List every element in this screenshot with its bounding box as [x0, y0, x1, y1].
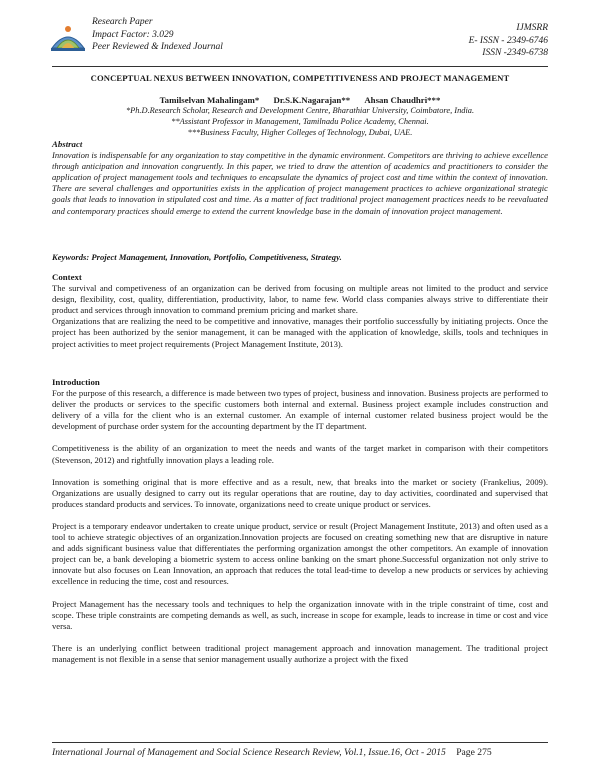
author-1: Tamilselvan Mahalingam* — [159, 95, 260, 105]
journal-info-right — [469, 22, 548, 60]
e-issn: E- ISSN - 2349-6746 — [468, 35, 548, 46]
context-section — [52, 272, 548, 350]
impact-factor: Impact Factor: 3.029 — [92, 29, 174, 40]
context-heading: Context — [52, 272, 82, 282]
paper-title: CONCEPTUAL NEXUS BETWEEN INNOVATION, COMPETITIVENESS AND PROJECT MANAGEMENT — [90, 73, 510, 83]
intro-paragraph-6: There is an underlying conflict between traditional project management approach and innovation management. The traditional project management is not flexible in a sense that senior management usually authorize a project with the fixed — [52, 642, 548, 664]
footer-divider — [52, 742, 548, 743]
journal-info-left — [92, 16, 223, 54]
context-paragraph-1: The survival and competiveness of an organization can be derived from focusing on multiple areas not limited to the product and service design, flexibility, cost, quality, differentiation, productivity, labor, to name few. World class companies always strive to differentiate their product and services through innovation to command premium pricing and market share. — [52, 283, 548, 316]
author-list — [52, 95, 548, 105]
journal-logo-icon — [48, 18, 88, 58]
paper-type: Research Paper — [92, 17, 153, 27]
introduction-heading: Introduction — [52, 377, 100, 387]
journal-abbrev: IJMSRR — [516, 23, 548, 33]
author-2: Dr.S.K.Nagarajan** — [273, 95, 351, 105]
footer-journal-citation: International Journal of Management and Social Science Research Review, Vol.1, Issue.16, Oct - 2015 — [52, 747, 446, 758]
footer-page-label: Page — [456, 747, 475, 758]
intro-paragraph-2: Competitiveness is the ability of an organization to meet the needs and wants of the target market in comparison with their competitors (Stevenson, 2012) and rightfully innovation plays a leading role. — [52, 443, 548, 465]
keywords: Keywords: Project Management, Innovation, Portfolio, Competitiveness, Strategy. — [52, 252, 342, 262]
intro-paragraph-5: Project Management has the necessary tools and techniques to help the organization innovate with in the triple constraint of time, cost and scope. These triple constraints are competing demands as well, as such, increase in scope for example, leads to increase in time or cost and vice versa. — [52, 598, 548, 631]
footer-page-number: 275 — [477, 747, 492, 758]
intro-paragraph-4: Project is a temporary endeavor undertaken to create unique product, service or result (Project Management Institute, 2013) and often used as a tool to achieve strategic objectives of an organization.Innovation projects are focused on creating something new that are disruptive in nature and adds significant business value that differentiates the performing organization amongst the other competitors. An example of innovation project can be, a bank developing a biometric system to access online banking on the smart phone.Successful organization not only strive to innovate but also focuses on Lean Innovation, an approach that reduces the total lead-time to develop a new products or services by achieving excellence in reducing the time, cost and resources. — [52, 520, 548, 587]
abstract-text: Innovation is indispensable for any organization to stay competitive in the dynamic environment. Competitors are thriving to achieve excellence through anticipation and innovation congruently. In this paper, we tried to draw the attention of academics and practitioners to consider the application of project management tools and techniques to encapsulate the dynamics of project cost and time within the context of innovation. There are several challenges and opportunities exists in the application of project management practices to achieve organizational strategic goals that leads to innovation in stipulated cost and time. As a matter of fact traditional project management practices needs to be reevaluated and contemporary practices should emerge to extend the current knowledge base in the domain of innovation project management. — [52, 150, 548, 216]
abstract-section — [52, 139, 548, 217]
affiliation-2: **Assistant Professor in Management, Tamilnadu Police Academy, Chennai. — [171, 117, 429, 126]
intro-paragraph-3: Innovation is something original that is more effective and as a result, new, that breaks into the market or society (Frankelius, 2009). Organizations are usually designed to carry out its regular operations that are routine, day to day activities, coordinated and supervised that produces standard products and services. To innovate, organizations need to create unique product or services. — [52, 476, 548, 509]
introduction-section — [52, 377, 548, 665]
issn: ISSN -2349-6738 — [482, 48, 548, 58]
context-paragraph-2: Organizations that are realizing the need to be competitive and innovative, manages their portfolio successfully by initiating projects. Once the project has been authorized by the senior management, it can be managed with the application of knowledge, skills, tools and techniques in project activities to meet project requirements (Project Management Institute, 2013). — [52, 316, 548, 349]
header-divider — [52, 66, 548, 67]
abstract-heading: Abstract — [52, 139, 83, 149]
review-status: Peer Reviewed & Indexed Journal — [92, 42, 223, 52]
intro-paragraph-1: For the purpose of this research, a difference is made between two types of project, business and innovation. Business projects are performed to deliver the products or services to the specific customers both internal and external. Business project example includes construction and delivery of a villa for the client who is an external customer. An example of internal customer related business project would be the development of purchase order system for the accounting department by the IT department. — [52, 388, 548, 432]
affiliation-1: *Ph.D.Research Scholar, Research and Development Centre, Bharathiar University, Coimbatore, India. — [125, 106, 475, 115]
author-3: Ahsan Chaudhri*** — [364, 95, 441, 105]
affiliation-3: ***Business Faculty, Higher Colleges of Technology, Dubai, UAE. — [187, 128, 413, 137]
page-footer — [52, 747, 548, 758]
